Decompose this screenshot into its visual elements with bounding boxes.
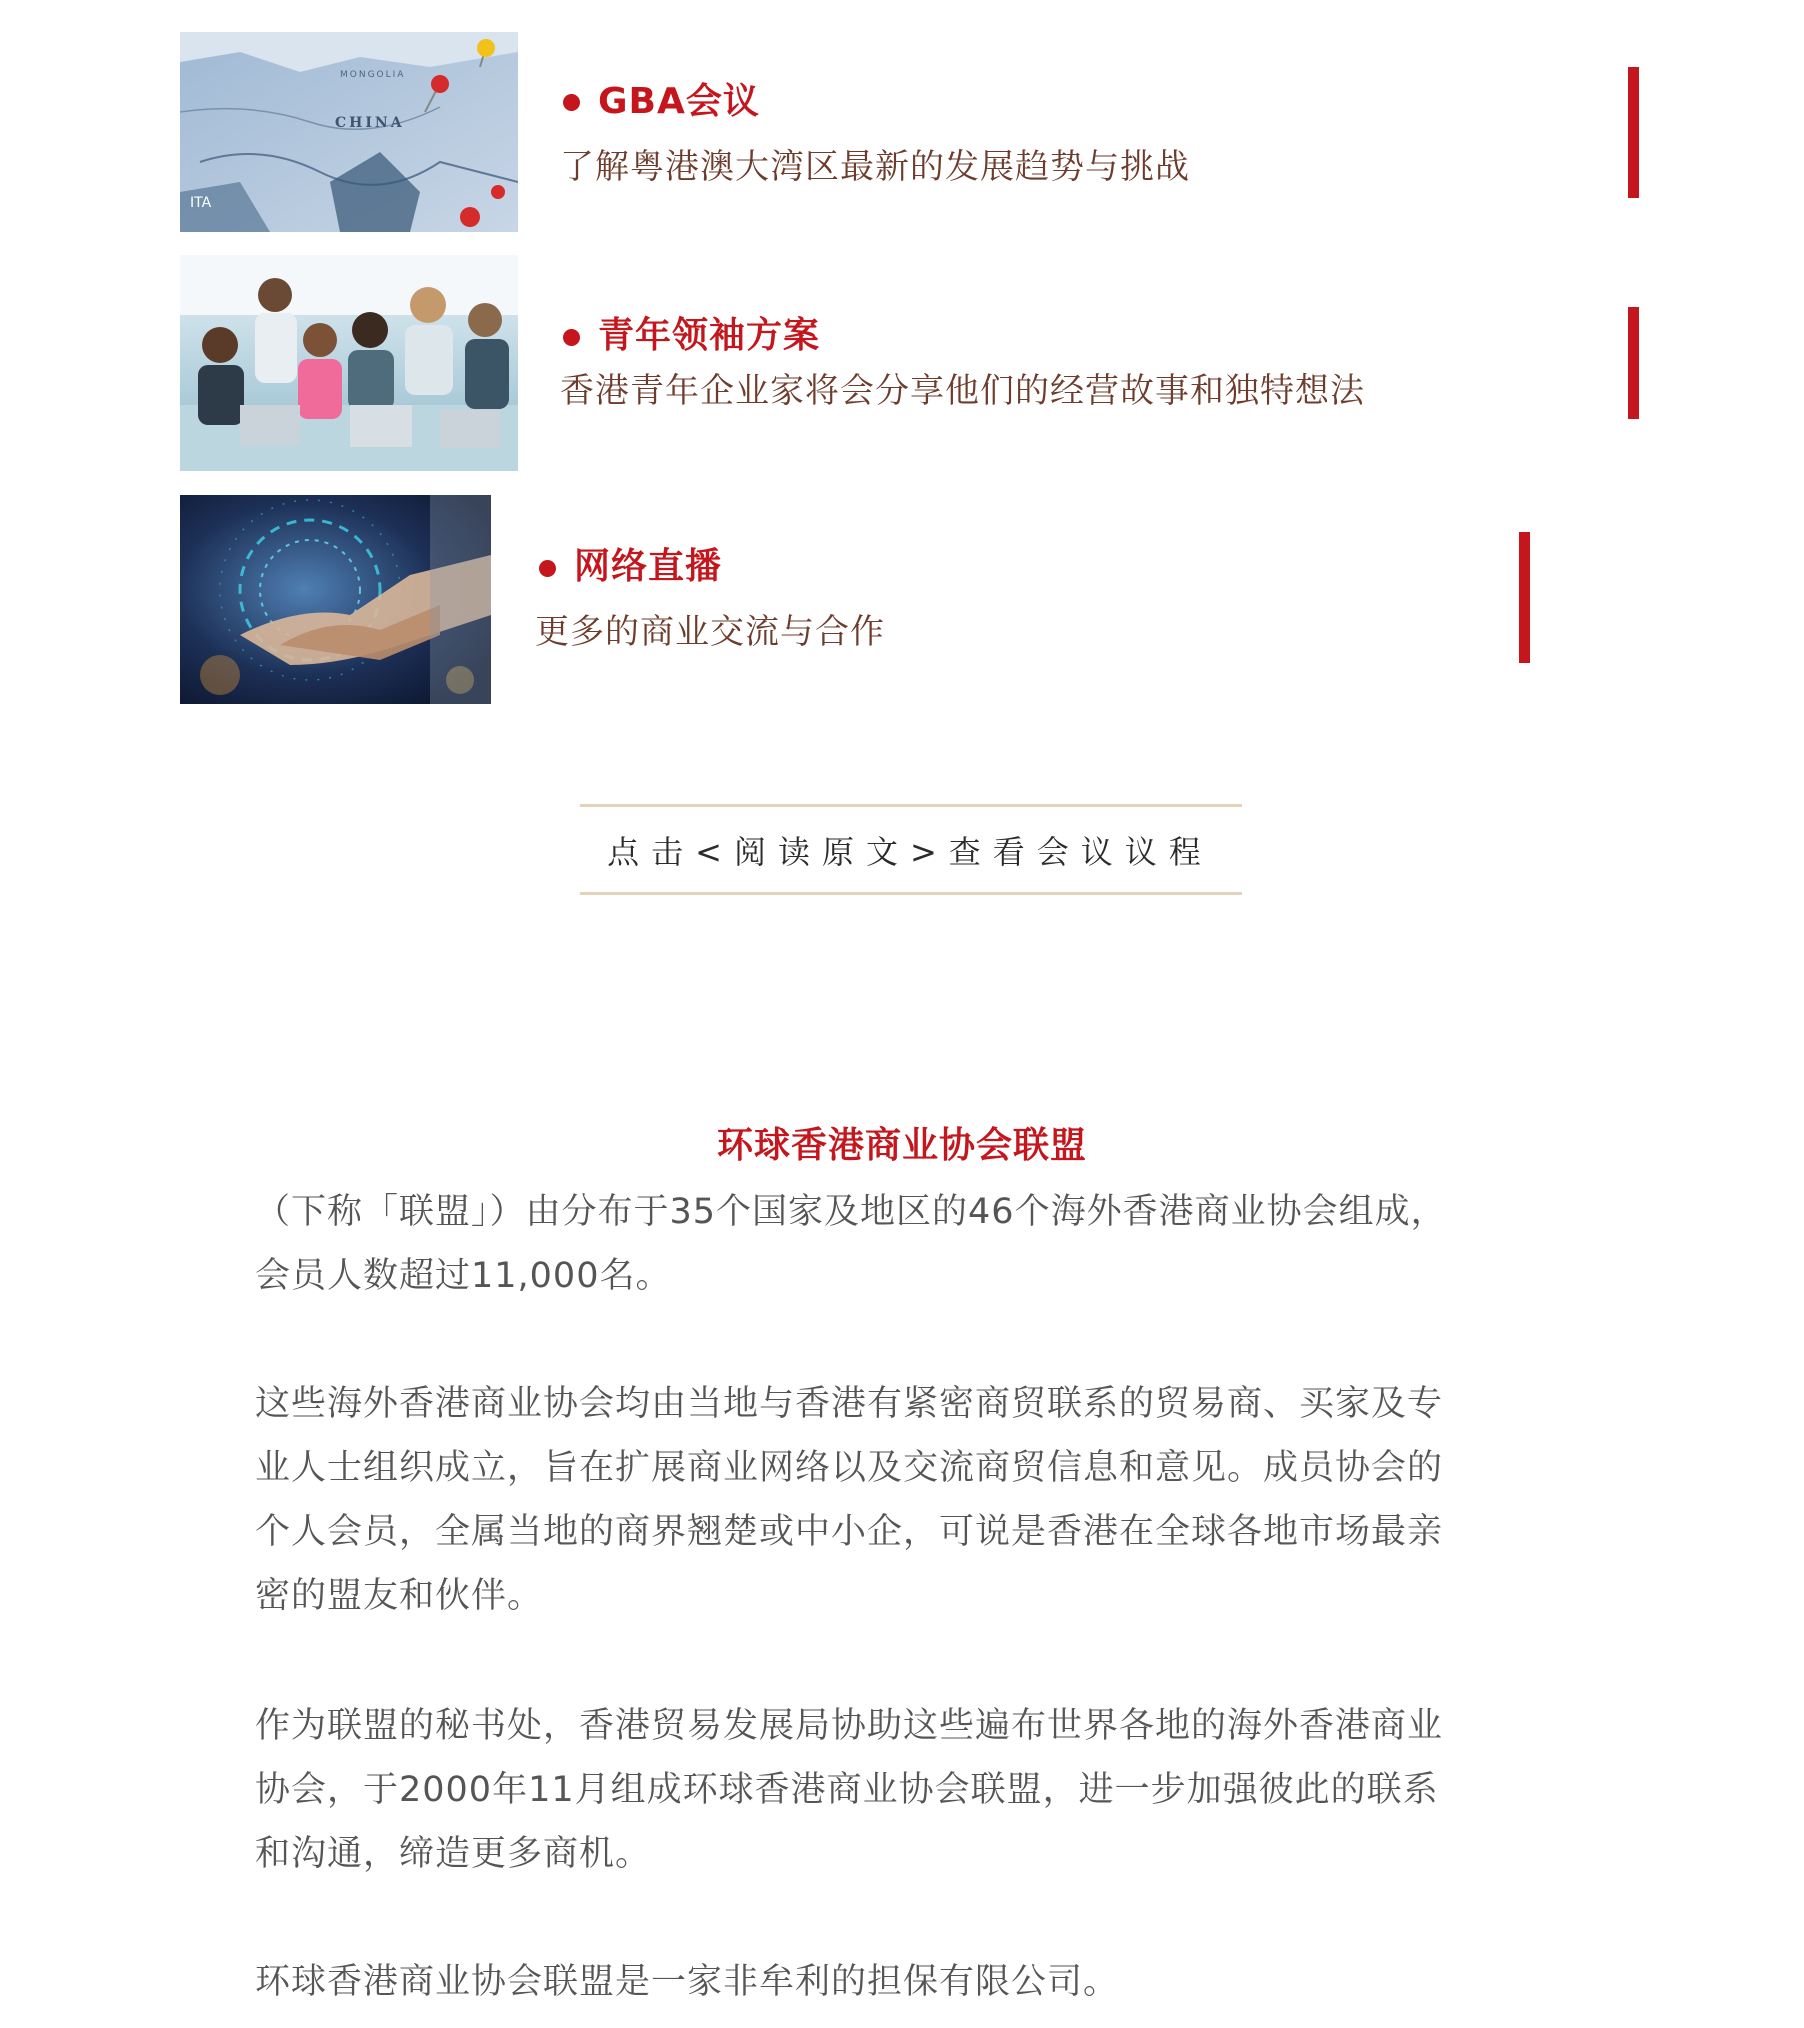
text-line: 协会，于2000年11月组成环球香港商业协会联盟，进一步加强彼此的联系	[255, 1770, 1439, 1810]
map-label-mongolia: MONGOLIA	[340, 70, 406, 80]
feature-title-youth: 青年领袖方案	[598, 315, 821, 356]
about-paragraph-4	[255, 1950, 1575, 2014]
bullet-icon	[539, 560, 556, 577]
about-paragraph-1	[255, 1180, 1575, 1308]
accent-bar	[1628, 67, 1639, 198]
text-line: 密的盟友和伙伴。	[255, 1576, 544, 1616]
text-line: （下称「联盟」）由分布于35个国家及地区的46个海外香港商业协会组成，	[255, 1192, 1447, 1232]
org-title: 环球香港商业协会联盟	[716, 1125, 1087, 1166]
about-paragraph-3	[255, 1694, 1575, 1886]
text-line: 作为联盟的秘书处，香港贸易发展局协助这些遍布世界各地的海外香港商业	[255, 1706, 1444, 1746]
text-line: 业人士组织成立，旨在扩展商业网络以及交流商贸信息和意见。成员协会的	[255, 1448, 1444, 1488]
accent-bar	[1628, 307, 1639, 419]
text-line: 这些海外香港商业协会均由当地与香港有紧密商贸联系的贸易商、买家及专	[255, 1384, 1444, 1424]
text-line: 和沟通，缔造更多商机。	[255, 1834, 652, 1874]
feature-subtitle-gba: 了解粤港澳大湾区最新的发展趋势与挑战	[560, 147, 1190, 187]
bullet-icon	[563, 94, 580, 111]
map-with-pins-image	[180, 32, 518, 232]
read-original-link[interactable]: 点击<阅读原文>查看会议议程	[607, 833, 1213, 871]
accent-bar	[1519, 532, 1530, 663]
cta-bottom-rule	[580, 892, 1242, 895]
text-line: 会员人数超过11,000名。	[255, 1256, 672, 1296]
feature-title-livestream: 网络直播	[574, 546, 723, 587]
text-line: 环球香港商业协会联盟是一家非牟利的担保有限公司。	[255, 1962, 1120, 2002]
bullet-icon	[563, 329, 580, 346]
digital-handshake-image	[180, 495, 491, 704]
cta-top-rule	[580, 804, 1242, 807]
text-line: 个人会员，全属当地的商界翘楚或中小企，可说是香港在全球各地市场最亲	[255, 1512, 1444, 1552]
feature-title-gba: GBA会议	[598, 81, 760, 122]
feature-subtitle-livestream: 更多的商业交流与合作	[535, 612, 885, 652]
map-label-other: ITA	[190, 195, 212, 211]
map-label-china: CHINA	[335, 115, 405, 131]
young-team-meeting-image	[180, 255, 518, 471]
feature-subtitle-youth: 香港青年企业家将会分享他们的经营故事和独特想法	[560, 371, 1365, 411]
about-paragraph-2	[255, 1372, 1575, 1628]
